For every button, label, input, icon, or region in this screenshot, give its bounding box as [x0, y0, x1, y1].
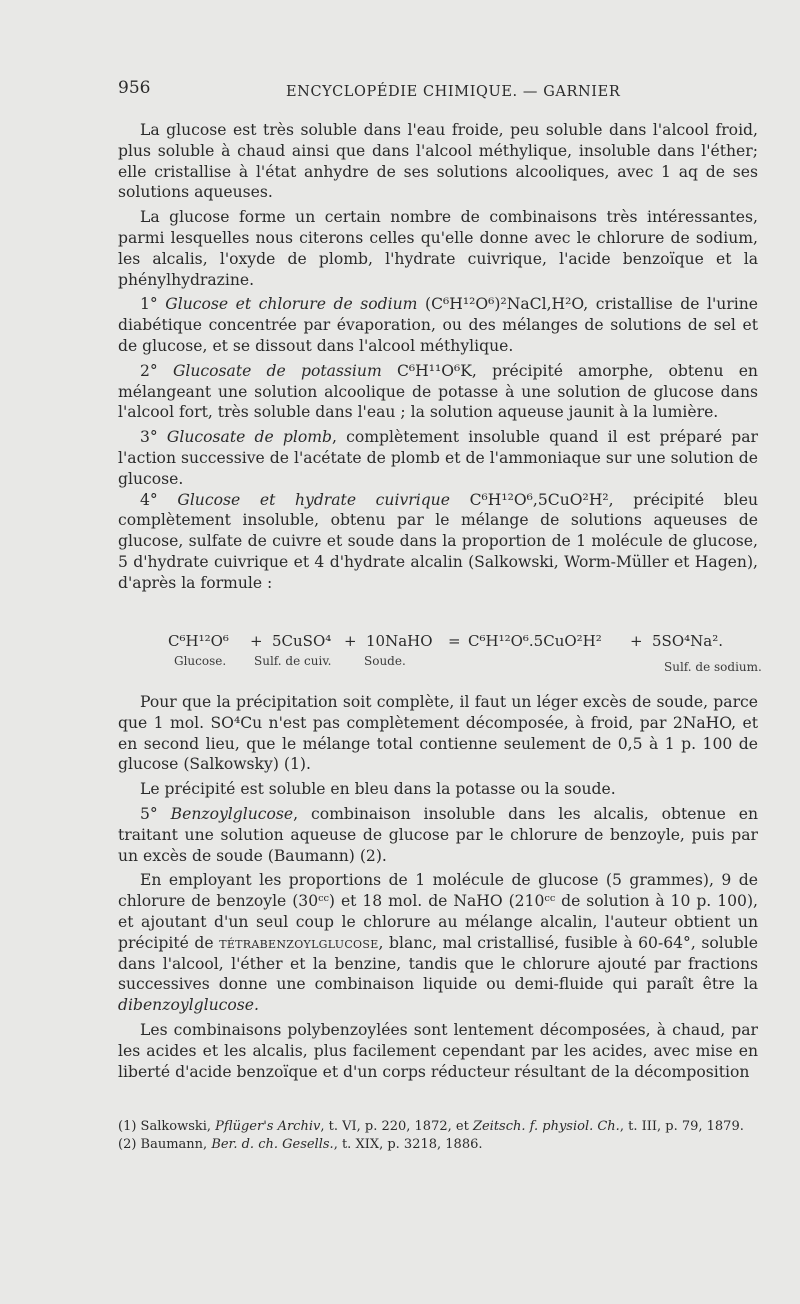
- item-number: 3°: [140, 428, 167, 447]
- footnote-text: (2) Baumann,: [118, 1137, 212, 1152]
- label-sodium-sulfate: Sulf. de sodium.: [664, 660, 762, 674]
- item-text: C⁶H¹¹O⁶K, précipité amorphe, obtenu en mélangeant une solution alcoolique de potasse à une solution de glucose dans l'alcool fort, très soluble dans l'eau ; la solution aqueuse jaunit à la lumière.: [118, 361, 758, 422]
- label-soda: Soude.: [364, 654, 406, 668]
- paragraph-text: , blanc, mal cristallisé, fusible à 60-64°, soluble dans l'alcool, l'éther et la benzine, tandis que le chlorure ajouté par fractions successives donne une combinaison liquide ou demi-fluide qui paraît être la: [118, 933, 758, 994]
- formula-product: C⁶H¹²O⁶.5CuO²H²: [468, 632, 602, 650]
- running-title: ENCYCLOPÉDIE CHIMIQUE. — GARNIER: [286, 84, 621, 100]
- item-text: (C⁶H¹²O⁶)²NaCl,H²O, cristallise de l'urine diabétique concentrée par évaporation, ou des mélanges de solutions de sel et de glucose, et se dissout dans l'alcool méthylique.: [118, 295, 758, 355]
- paragraph-solubility: [118, 120, 758, 203]
- main-text-top: [118, 120, 758, 594]
- chemical-equation: [168, 632, 768, 684]
- footnote-1: [118, 1118, 758, 1136]
- paragraph-text: Pour que la précipitation soit complète, il faut un léger excès de soude, parce que 1 mol. SO⁴Cu n'est pas complètement décomposée, à froid, par 2NaHO, et en second lieu, que le mélange total contienne seulement de 0,5 à 1 p. 100 de glucose (Salkowsky) (1).: [118, 693, 758, 774]
- paragraph-text: En employant les proportions de 1 molécule de glucose (5 grammes), 9 de chlorure de benzoyle (30ᶜᶜ) et 18 mol. de NaHO (210ᶜᶜ de solution à 10 p. 100), et ajoutant d'un seul coup le chlorure au mélange alcalin, l'auteur obtient un précipité de: [118, 871, 758, 952]
- item-text: , complètement insoluble quand il est préparé par l'action successive de l'acétate de plomb et de l'ammoniaque sur une solution de glucose.: [118, 428, 758, 488]
- footnote-journal: Ber. d. ch. Gesells.: [211, 1137, 334, 1152]
- item-text: C⁶H¹²O⁶,5CuO²H², précipité bleu complètement insoluble, obtenu par le mélange de solutions aqueuses de glucose, sulfate de cuivre et soude dans la proportion de 1 molécule de glucose, 5 d'hydrate cuivrique et 4 d'hydrate alcalin (Salkowski, Worm-Müller et Hagen), d'après la formule :: [118, 490, 758, 592]
- compound-name: tétrabenzoylglucose: [219, 933, 379, 952]
- paragraph-text: La glucose est très soluble dans l'eau froide, peu soluble dans l'alcool froid, plus soluble à chaud ainsi que dans l'alcool méthylique, insoluble dans l'éther; elle cristallise à l'état anhydre de ses solutions alcooliques, avec 1 aq de ses solutions aqueuses.: [118, 121, 758, 202]
- paragraph-precipitate-soluble: [118, 779, 758, 800]
- footnotes: [118, 1118, 758, 1154]
- paragraph-precipitation: [118, 692, 758, 775]
- formula-plus: +: [344, 632, 357, 650]
- item-title: Glucosate de potassium: [172, 361, 382, 380]
- item-number: 2°: [140, 361, 173, 380]
- footnote-journal: Pflüger's Archiv: [215, 1119, 321, 1134]
- footnote-text: , t. III, p. 79, 1879.: [619, 1119, 744, 1134]
- paragraph-item-2: [118, 361, 758, 423]
- formula-equals: =: [448, 632, 461, 650]
- main-text-bottom: [118, 692, 758, 1082]
- footnote-journal: Zeitsch. f. physiol. Ch.: [472, 1119, 620, 1134]
- page-number: 956: [118, 78, 151, 98]
- formula-plus: +: [250, 632, 263, 650]
- item-title: Glucose et hydrate cuivrique: [177, 490, 450, 509]
- footnote-text: (1) Salkowski,: [118, 1119, 216, 1134]
- formula-copper-sulfate: 5CuSO⁴: [272, 632, 332, 650]
- paragraph-benzoyl-proportions: [118, 870, 758, 1016]
- paragraph-item-4: [118, 490, 758, 594]
- compound-name-italic: dibenzoylglucose.: [118, 996, 259, 1015]
- footnote-2: [118, 1136, 758, 1154]
- item-number: 1°: [140, 295, 166, 314]
- paragraph-item-1: [118, 294, 758, 356]
- item-number: 4°: [140, 490, 178, 509]
- paragraph-item-3: [118, 427, 758, 489]
- label-glucose: Glucose.: [174, 654, 227, 668]
- page-header: [118, 78, 758, 102]
- item-title: Glucosate de plomb: [166, 428, 333, 447]
- paragraph-combinations: [118, 207, 758, 290]
- paragraph-item-5: [118, 804, 758, 866]
- formula-plus: +: [630, 632, 643, 650]
- formula-glucose: C⁶H¹²O⁶: [168, 632, 229, 650]
- formula-sodium-sulfate: 5SO⁴Na².: [652, 632, 723, 650]
- formula-soda: 10NaHO: [366, 632, 433, 650]
- footnote-text: , t. VI, p. 220, 1872, et: [320, 1119, 473, 1134]
- paragraph-text: La glucose forme un certain nombre de combinaisons très intéressantes, parmi lesquelles nous citerons celles qu'elle donne avec le chlorure de sodium, les alcalis, l'oxyde de plomb, l'hydrate cuivrique, l'acide benzoïque et la phénylhydrazine.: [118, 208, 758, 289]
- label-copper-sulfate: Sulf. de cuiv.: [254, 654, 332, 668]
- item-number: 5°: [140, 804, 171, 823]
- paragraph-text: Le précipité est soluble en bleu dans la potasse ou la soude.: [140, 780, 616, 799]
- paragraph-polybenzoyl: [118, 1020, 758, 1082]
- item-title: Benzoylglucose: [170, 804, 294, 823]
- paragraph-text: Les combinaisons polybenzoylées sont lentement décomposées, à chaud, par les acides et les alcalis, plus facilement cependant par les acides, avec mise en liberté d'acide benzoïque et d'un corps réducteur résultant de la décomposition: [118, 1020, 758, 1081]
- footnote-text: , t. XIX, p. 3218, 1886.: [333, 1137, 483, 1152]
- item-title: Glucose et chlorure de sodium: [165, 295, 418, 314]
- item-text: , combinaison insoluble dans les alcalis, obtenue en traitant une solution aqueuse de glucose par le chlorure de benzoyle, puis par un excès de soude (Baumann) (2).: [118, 804, 758, 865]
